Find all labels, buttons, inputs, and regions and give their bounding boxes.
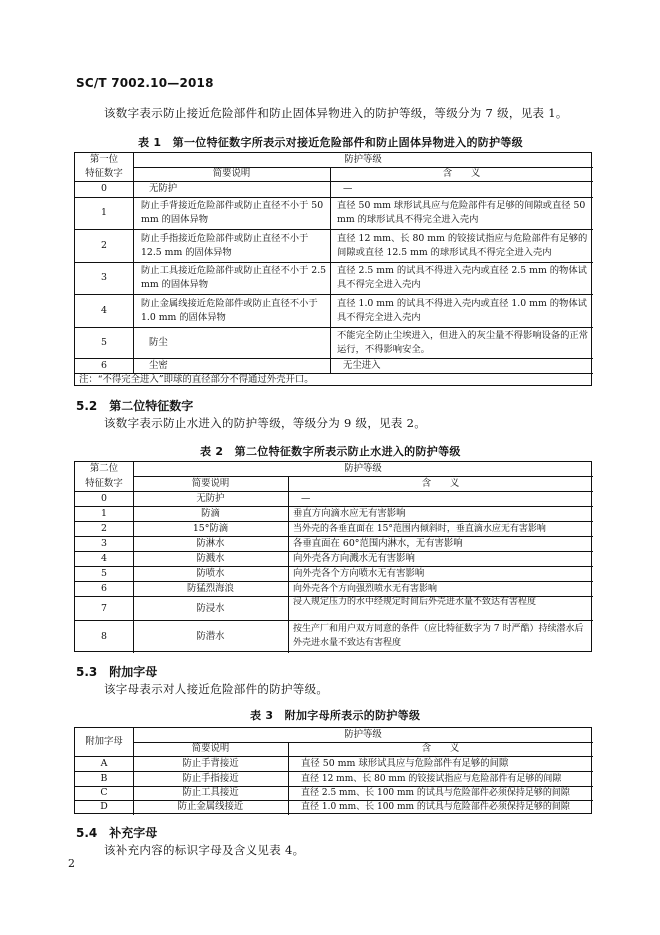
table2-caption: 表 2 第二位特征数字所表示防止水进入的防护等级: [200, 445, 461, 458]
table2-row0-brief: 无防护: [196, 493, 225, 504]
table1-row1-digit: 1: [101, 207, 107, 218]
table2: [74, 461, 592, 652]
table2-head-brief: 简要说明: [191, 478, 230, 489]
table1-row0-digit: 0: [101, 183, 107, 194]
table1-row0-brief: 无防护: [149, 183, 178, 194]
table2-row7-brief: 防浸水: [196, 603, 225, 614]
table1-row6-digit: 6: [101, 360, 107, 371]
table1-head-digit-line2: 特征数字: [85, 168, 123, 179]
table1-row5-meaning: 不能完全防止尘埃进入，但进入的灰尘量不得影响设备的正常运行，不得影响安全。: [337, 330, 589, 355]
table2-row3-meaning: 各垂直面在 60°范围内淋水，无有害影响: [293, 538, 463, 549]
table1-row3-brief: 防止工具接近危险部件或防止直径不小于 2.5 mm 的固体异物: [141, 265, 327, 290]
table2-row8-brief: 防潜水: [196, 631, 225, 642]
table1-head-meaning: 含 义: [442, 168, 481, 179]
table3: [74, 727, 592, 814]
table3-row3-meaning: 直径 1.0 mm、长 100 mm 的试具与危险部件必须保持足够的间隙: [301, 802, 570, 812]
table1-row1-meaning: 直径 50 mm 球形试具应与危险部件有足够的间隙或直径 50 mm 的球形试具不得完全进入壳内: [337, 200, 586, 225]
section-5-3-heading: 5.3 附加字母: [76, 665, 158, 679]
table2-row1-meaning: 垂直方向滴水应无有害影响: [293, 508, 406, 519]
table2-row8-meaning: 按生产厂和用户双方同意的条件（应比特征数字为 7 时严酷）持续潜水后外壳进水量不致达有害程度: [293, 624, 584, 648]
table1-caption: 表 1 第一位特征数字所表示对接近危险部件和防止固体异物进入的防护等级: [138, 136, 523, 149]
table2-row2-brief: 15°防滴: [192, 523, 229, 534]
table2-row1-digit: 1: [101, 508, 107, 519]
table2-row6-brief: 防猛烈海浪: [187, 583, 234, 594]
table1-row2-digit: 2: [101, 240, 107, 251]
table2-row0-digit: 0: [101, 493, 107, 504]
table2-row3-digit: 3: [101, 538, 107, 549]
table2-row2-meaning: 当外壳的各垂直面在 15°范围内倾斜时，垂直滴水应无有害影响: [293, 524, 546, 534]
table3-row0-meaning: 直径 50 mm 球形试具应与危险部件有足够的间隙: [301, 758, 509, 769]
table1-row2-brief: 防止手指接近危险部件或防止直径不小于 12.5 mm 的固体异物: [141, 233, 309, 258]
section-5-2-paragraph: 该数字表示防止水进入的防护等级，等级分为 9 级，见表 2。: [104, 416, 427, 430]
table3-row3-brief: 防止金属线接近: [177, 801, 244, 812]
table3-row1-meaning: 直径 12 mm、长 80 mm 的铰接试指应与危险部件有足够的间隙: [301, 774, 562, 784]
table3-head-letter: 附加字母: [85, 736, 123, 747]
table3-row1-letter: B: [100, 773, 108, 784]
table1-note: 注：“不得完全进入”即球的直径部分不得通过外壳开口。: [79, 374, 314, 385]
table2-row5-brief: 防喷水: [196, 568, 225, 579]
table1-row4-meaning: 直径 1.0 mm 的试具不得进入壳内或直径 1.0 mm 的物体试具不得完全进入壳内: [337, 298, 587, 323]
table3-row1-brief: 防止手指接近: [182, 773, 239, 784]
table1-row4-brief: 防止金属线接近危险部件或防止直径不小于 1.0 mm 的固体异物: [141, 298, 318, 323]
table3-row0-letter: A: [100, 758, 108, 769]
table3-head-group: 防护等级: [344, 729, 382, 740]
table2-row6-meaning: 向外壳各个方向强烈喷水无有害影响: [293, 584, 438, 594]
table1-row0-meaning: —: [343, 183, 353, 194]
table2-row3-brief: 防淋水: [196, 538, 225, 549]
table1-row4-digit: 4: [101, 305, 107, 316]
table3-caption: 表 3 附加字母所表示的防护等级: [250, 709, 421, 722]
table2-row6-digit: 6: [101, 583, 107, 594]
table1-row5-brief: 防尘: [149, 337, 168, 348]
table3-row3-letter: D: [100, 801, 108, 812]
table1-row3-meaning: 直径 2.5 mm 的试具不得进入壳内或直径 2.5 mm 的物体试具不得完全进入壳内: [337, 265, 587, 290]
table2-row7-meaning: 浸入规定压力的水中经规定时间后外壳进水量不致达有害程度: [293, 597, 537, 607]
table1-row5-digit: 5: [101, 337, 107, 348]
table1-head-digit-line1: 第一位: [89, 154, 119, 165]
table2-row0-meaning: —: [301, 493, 311, 504]
standard-id-header: SC/T 7002.10—2018: [76, 76, 214, 90]
table2-row5-digit: 5: [101, 568, 107, 579]
section-5-4-paragraph: 该补充内容的标识字母及含义见表 4。: [104, 843, 305, 857]
table1-row6-meaning: 无尘进入: [343, 360, 381, 371]
table2-row4-brief: 防溅水: [196, 553, 225, 564]
table2-head-digit-line2: 特征数字: [85, 478, 123, 489]
table2-head-group: 防护等级: [344, 463, 382, 474]
table1-row1-brief: 防止手背接近危险部件或防止直径不小于 50 mm 的固体异物: [141, 200, 324, 225]
table3-row2-brief: 防止工具接近: [182, 787, 239, 798]
section-5-2-heading: 5.2 第二位特征数字: [76, 399, 194, 413]
table3-head-brief: 简要说明: [191, 743, 230, 754]
table2-row7-digit: 7: [101, 603, 107, 614]
table1-row6-brief: 尘密: [149, 360, 168, 371]
table2-row2-digit: 2: [101, 523, 107, 534]
section-5-4-heading: 5.4 补充字母: [76, 826, 158, 840]
table2-head-meaning: 含 义: [421, 478, 460, 489]
table1-row3-digit: 3: [101, 272, 107, 283]
table3-head-meaning: 含 义: [421, 743, 460, 754]
intro-paragraph: 该数字表示防止接近危险部件和防止固体异物进入的防护等级，等级分为 7 级，见表 1。: [104, 106, 568, 120]
table3-row2-letter: C: [100, 787, 108, 798]
table2-row5-meaning: 向外壳各个方向喷水无有害影响: [293, 568, 425, 579]
table1-row2-meaning: 直径 12 mm、长 80 mm 的铰接试指应与危险部件有足够的间隙或直径 12.5 mm 的球形试具不得完全进入壳内: [337, 233, 588, 258]
section-5-3-paragraph: 该字母表示对人接近危险部件的防护等级。: [104, 682, 329, 696]
page-number: 2: [68, 857, 75, 870]
table2-head-digit-line1: 第二位: [89, 463, 119, 474]
table1-head-brief: 简要说明: [212, 168, 251, 179]
table3-row0-brief: 防止手背接近: [182, 758, 239, 769]
table2-row1-brief: 防滴: [201, 508, 220, 519]
table3-row2-meaning: 直径 2.5 mm、长 100 mm 的试具与危险部件必须保持足够的间隙: [301, 788, 570, 798]
table2-row4-meaning: 向外壳各方向溅水无有害影响: [293, 553, 415, 564]
table2-row4-digit: 4: [101, 553, 107, 564]
table1-head-group: 防护等级: [344, 154, 382, 165]
table2-row8-digit: 8: [101, 631, 107, 642]
table1: [74, 152, 592, 386]
